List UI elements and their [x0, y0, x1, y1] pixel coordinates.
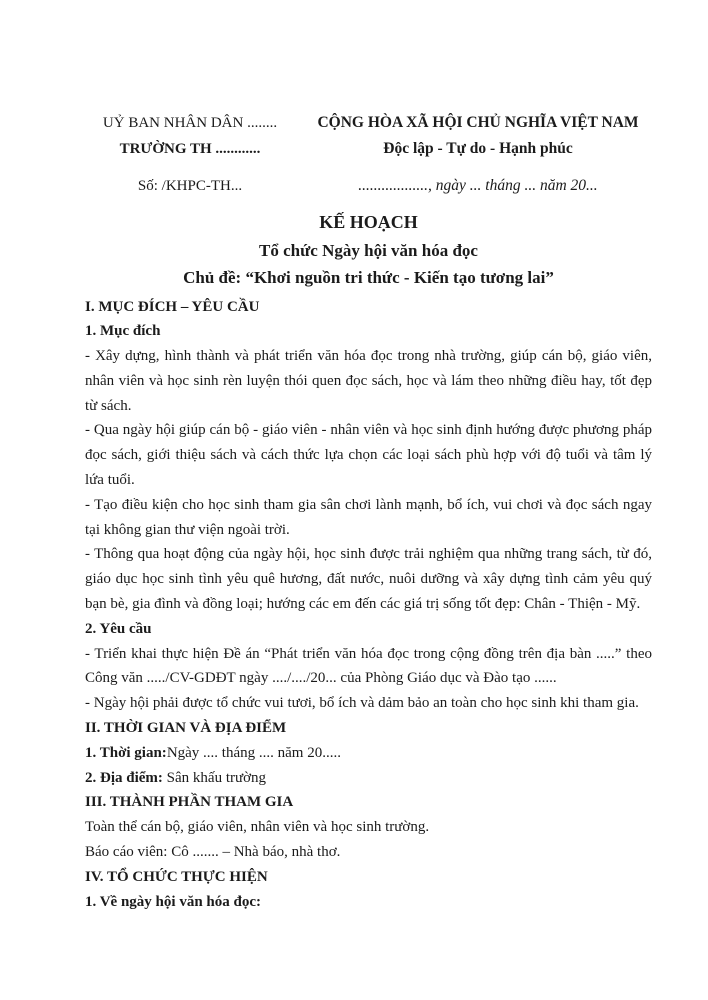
paragraph: - Xây dựng, hình thành và phát triển văn hóa đọc trong nhà trường, giúp cán bộ, giáo viên, nhân viên và học sinh rèn luyện thói quen đọc sách, học và lám theo những điều hay, tốt đẹp từ sách.: [85, 348, 652, 414]
section-4-sub-1-heading: 1. Về ngày hội văn hóa đọc:: [85, 893, 262, 910]
section-3-heading: III. THÀNH PHẦN THAM GIA: [85, 794, 294, 811]
document-subtitle: Tổ chức Ngày hội văn hóa đọc: [259, 240, 478, 260]
place-value: Sân khấu trường: [162, 769, 267, 786]
time-label: 1. Thời gian:: [85, 744, 167, 761]
issuing-org-block: [85, 110, 295, 196]
paragraph: - Tạo điều kiện cho học sinh tham gia sân chơi lành mạnh, bổ ích, vui chơi và đọc sách ngay tại không gian thư viện ngoài trời.: [85, 496, 652, 538]
national-motto-block: [304, 110, 652, 196]
org-name: UỶ BAN NHÂN DÂN ........: [102, 115, 278, 131]
paragraph: - Thông qua hoạt động của ngày hội, học sinh được trải nghiệm qua những trang sách, từ đó, giáo dục học sinh tình yêu quê hương, đất nước, nuôi dưỡng và xây dựng tình cảm yêu quý bạn bè, gia đình và đồng loại; hướng các em đến các giá trị sống tốt đẹp: Chân - Thiện - Mỹ.: [85, 546, 652, 613]
paragraph: Toàn thể cán bộ, giáo viên, nhân viên và học sinh trường.: [85, 819, 430, 836]
national-title: CỘNG HÒA XÃ HỘI CHỦ NGHĨA VIỆT NAM: [317, 114, 639, 131]
document-theme: Chủ đề: “Khơi nguồn tri thức - Kiến tạo tương lai”: [183, 268, 554, 287]
paragraph: - Triển khai thực hiện Đề án “Phát triển văn hóa đọc trong cộng đồng trên địa bàn .....” theo Công văn ...../CV-GDĐT ngày ..../..../20... của Phòng Giáo dục và Đào tạo ......: [85, 645, 652, 687]
document-header: [85, 110, 652, 196]
section-1-heading: I. MỤC ĐÍCH – YÊU CẦU: [85, 298, 260, 315]
school-name: TRƯỜNG TH ............: [119, 141, 261, 157]
document-content: [85, 110, 652, 914]
place-line: [85, 766, 652, 791]
document-title: KẾ HOẠCH: [319, 212, 418, 232]
time-value: Ngày .... tháng .... năm 20.....: [166, 744, 341, 761]
paragraph: - Ngày hội phải được tổ chức vui tươi, bổ ích và dảm bảo an toàn cho học sinh khi tham gia.: [85, 695, 639, 712]
time-line: [85, 741, 652, 766]
paragraph: Báo cáo viên: Cô ....... – Nhà báo, nhà thơ.: [85, 844, 341, 861]
place-label: 2. Địa điểm:: [85, 769, 163, 786]
national-motto: Độc lập - Tự do - Hạnh phúc: [383, 140, 573, 157]
section-1-sub-1-heading: 1. Mục đích: [85, 323, 161, 340]
document-number: Số: /KHPC-TH...: [137, 178, 243, 194]
date-place-line: .................., ngày ... tháng ... năm 20...: [358, 177, 598, 194]
section-1-sub-2-heading: 2. Yêu cầu: [85, 620, 152, 637]
paragraph: - Qua ngày hội giúp cán bộ - giáo viên - nhân viên và học sinh định hướng được phương pháp đọc sách, giới thiệu sách và cách thức lựa chọn các loại sách phù hợp với độ tuổi và tâm lý lứa tuổi.: [85, 422, 652, 489]
section-2-heading: II. THỜI GIAN VÀ ĐỊA ĐIỂM: [85, 720, 287, 737]
section-4-heading: IV. TỔ CHỨC THỰC HIỆN: [85, 868, 268, 885]
document-title-block: [85, 209, 652, 292]
document-body: [85, 295, 652, 915]
